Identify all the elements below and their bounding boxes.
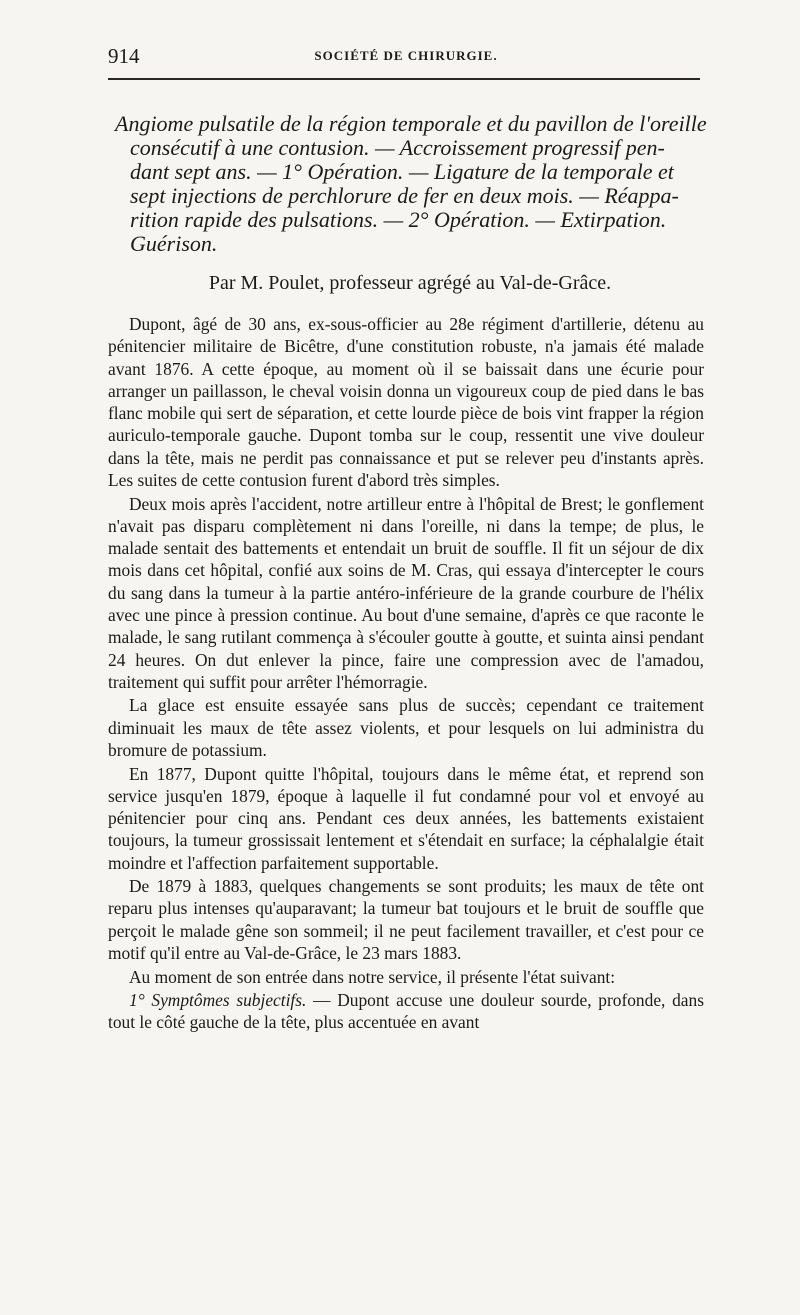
page-number: 914 (108, 44, 140, 68)
body-paragraph: En 1877, Dupont quitte l'hôpital, toujours dans le même état, et reprend son service jusqu'en 1879, époque à laquelle il fut condamné pour vol et envoyé au pénitencier pour cinq ans. Pendant ces deux années, les battements existaient toujours, la tumeur grossissait lentement et s'étendait en surface; la céphalalgie était moindre et l'affection parfaitement supportable. (108, 763, 704, 873)
body-paragraph: Dupont, âgé de 30 ans, ex-sous-officier au 28e régiment d'artillerie, détenu au pénitencier militaire de Bicêtre, d'une constitution robuste, n'a jamais été malade avant 1876. A cette époque, au moment où il se baissait dans une écurie pour arranger un paillasson, le cheval voisin donna un vigoureux coup de pied dans le bas flanc mobile qui sert de séparation, et cette lourde pièce de bois vint frapper la région auriculo-temporale gauche. Dupont tomba sur le coup, ressentit une vive douleur dans la tête, mais ne perdit pas connaissance et put se relever peu d'instants après. Les suites de cette contusion furent d'abord très simples. (108, 314, 704, 491)
title-line: dant sept ans. — 1° Opération. — Ligature de la temporale et (130, 159, 674, 184)
body-paragraph-symptoms (108, 989, 704, 1034)
page-header (108, 44, 704, 74)
body-paragraph: La glace est ensuite essayée sans plus de succès; cependant ce traitement diminuait les maux de tête assez violents, et pour lesquels on lui administra du bromure de potassium. (108, 695, 704, 761)
running-head: SOCIÉTÉ DE CHIRURGIE. (314, 48, 498, 63)
title-line: sept injections de perchlorure de fer en deux mois. — Réappa- (130, 183, 679, 208)
header-rule (108, 78, 700, 80)
title-line: rition rapide des pulsations. — 2° Opération. — Extirpation. (130, 207, 667, 232)
body-paragraph: Au moment de son entrée dans notre service, il présente l'état suivant: (129, 966, 616, 987)
author-byline: Par M. Poulet, professeur agrégé au Val-de-Grâce. (208, 272, 612, 294)
title-line: consécutif à une contusion. — Accroissement progressif pen- (130, 135, 665, 160)
title-line: Guérison. (130, 231, 218, 256)
section-text: — Dupont accuse une douleur sourde, profonde, dans tout le côté gauche de la tête, plus accentuée en avant (108, 990, 704, 1033)
article-title (115, 112, 705, 256)
body-paragraph: De 1879 à 1883, quelques changements se sont produits; les maux de tête ont reparu plus intenses qu'auparavant; la tumeur bat toujours et le bruit de souffle que perçoit le malade gêne son sommeil; il ne peut facilement travailler, et c'est pour ce motif qu'il entre au Val-de-Grâce, le 23 mars 1883. (108, 876, 704, 964)
body-paragraph: Deux mois après l'accident, notre artilleur entre à l'hôpital de Brest; le gonflement n'avait pas disparu complètement ni dans l'oreille, ni dans la tempe; de plus, le malade sentait des battements et entendait un bruit de souffle. Il fit un séjour de dix mois dans cet hôpital, confié aux soins de M. Cras, qui essaya d'intercepter le cours du sang dans la tumeur à la partie antéro-inférieure de la grande courbure de l'hélix avec une pince à pression continue. Au bout d'une semaine, d'après ce que raconte le malade, le sang rutilant commença à s'écouler goutte à goutte, et suinta ainsi pendant 24 heures. On dut enlever la pince, faire une compression avec de l'amadou, traitement qui suffit pour arrêter l'hémorragie. (108, 493, 704, 692)
section-label: 1° Symptômes subjectifs. (129, 990, 307, 1011)
title-line: Angiome pulsatile de la région temporale et du pavillon de l'oreille (115, 111, 707, 136)
article-body (108, 313, 704, 1035)
